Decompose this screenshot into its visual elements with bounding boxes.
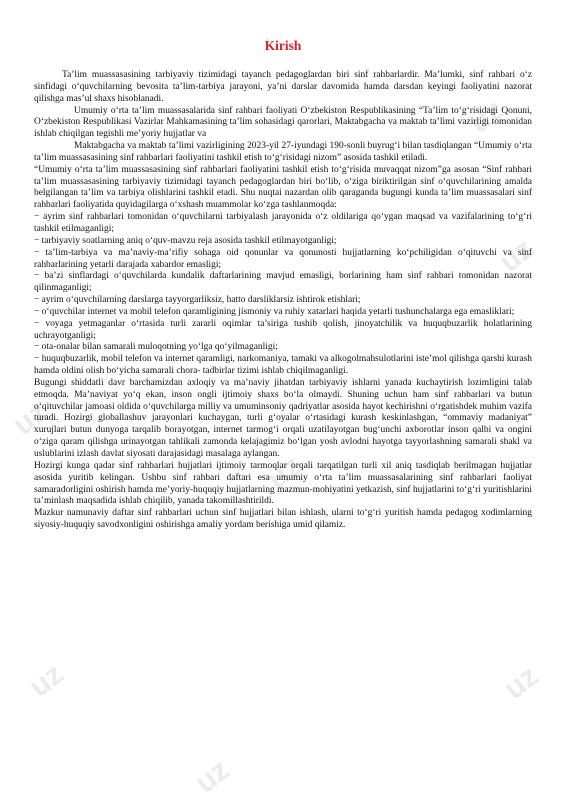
page-title: Kirish [264, 38, 302, 53]
order-paragraph: Maktabgacha va maktab ta’limi vazirligining 2023-yil 27-iyundagi 190-sonli buyrug‘i bilan tasdiqlangan “Umumiy o‘rta ta’lim muassasasining sinf rahbarlari faoliyatini tashkil etish to‘g‘risidagi nizom” asosida tashkil etiladi. [34, 141, 532, 163]
problem-list-item: − ayrim o‘quvchilarning darslarga tayyorgarliksiz, hatto darsliklarsiz ishtirok etishlari; [34, 295, 361, 306]
problem-list-item: − voyaga yetmaganlar o‘rtasida turli zararli oqimlar ta’siriga tushib qolish, jinoyatchilik va huquqbuzarlik holatlarining uchrayotganligi; [34, 318, 532, 341]
problem-list-item: − ba’zi sinflardagi o‘quvchilarda kundalik daftarlarining mavjud emasligi, borlarining ham sinf rahbari tomonidan nazorat qilinmaganligi; [34, 271, 532, 294]
closing-paragraph: Mazkur namunaviy daftar sinf rahbarlari uchun sinf hujjatlari bilan ishlash, ularni to‘g‘ri yuritish hamda pedagog xodimlarning siyosiy-huquqiy savodxonligini oshirishga amaliy yordam berishiga umid qilamiz. [34, 508, 532, 531]
problem-list-item: − huquqbuzarlik, mobil telefon va internet qaramligi, narkomaniya, tamaki va alkogolmahsulotlarini iste’mol qilishga qarshi kurash hamda oldini olish bo‘yicha samarali chora- tadbirlar tizimi ishlab chiqilmaganligi. [34, 354, 532, 377]
body-paragraph: Hozirgi kunga qadar sinf rahbarlari hujjatlari ijtimoiy tarmoqlar orqali tarqatilgan turli xil aniq tasdiqlab berilmagan hujjatlar asosida yuritib kelingan. Ushbu sinf rahbari daftari esa umumiy o‘rta ta’lim muassasalarining sinf rahbarlari faoliyat samaradorligini oshirish hamda me’yoriy-huquqiy hujjatlarning mazmun-mohiyatini yetkazish, sinf hujjatlarini to‘g‘ri yuritishlarini ta’minlash maqsadida ishlab chiqilib, yanada takomillashtirildi. [34, 460, 532, 507]
problem-list-item: − o‘quvchilar internet va mobil telefon qaramligining jismoniy va ruhiy xatarlari haqida yetarli tushunchalarga ega emasliklari; [34, 306, 515, 317]
problem-list-item: − ta’lim-tarbiya va ma’naviy-ma’rifiy sohaga oid qonunlar va qonunosti hujjatlarning ko‘pchiligidan o‘qituvchi va sinf rahbarlarining yetarli darajada xabardor emasligi; [34, 247, 532, 270]
problem-list-item: − ota-onalar bilan samarali muloqotning yo‘lga qo‘yilmaganligi; [34, 342, 278, 353]
legal-basis-paragraph: Umumiy o‘rta ta’lim muassasalarida sinf rahbari faoliyati O‘zbekiston Respublikasining “Ta’lim to‘g‘risidagi Qonuni, O‘zbekiston Respublikasi Vazirlar Mahkamasining ta’lim sohasidagi qarorlari, Maktabgacha va maktab ta’limi vazirligi tomonidan ishlab chiqilgan tegishli me’yoriy hujjatlar va [34, 105, 532, 140]
watermark-text: uz [493, 232, 540, 279]
regulation-paragraph: “Umumiy o‘rta ta’lim muassasasining sinf rahbarlari faoliyatini tashkil etish to‘g‘risida muvaqqat nizom”ga asosan “Sinf rahbari ta’lim muassasasining tarbiyaviy tizimidagi tayanch pedagoglardan biri bo‘lib, o‘ziga biriktirilgan sinf o‘quvchilarining amalda belgilangan ta’lim va tarbiya olishlarini tashkil etadi. Shu nuqtai nazardan olib qaraganda bugungi kunda ta’lim muassasalari sinf rahbarlari faoliyatida quyidagilarga o‘xshash muammolar ko‘zga tashlanmoqda: [34, 164, 532, 211]
document-page [34, 38, 532, 532]
watermark-text: uz [498, 659, 545, 706]
body-paragraph: Bugungi shiddatli davr barchamizdan axloqiy va ma’naviy jihatdan tarbiyaviy ishlarni yanada kuchaytirish lozimligini talab etmoqda. Ma’naviyat yo‘q ekan, inson ongli ijtimoiy shaxs bo‘la olmaydi. Shuning uchun ham sinf rahbarlari va butun o‘qituvchilar jamoasi oldida o‘quvchilarga milliy va umuminsoniy qadriyatlar asosida hayot kechirishni o‘rgatishdek muhim vazifa turadi. Hozirgi globallashuv jarayonlari kuchaygan, turli g‘oyalar o‘rtasidagi kurash keskinlashgan, “ommaviy madaniyat” xurujlari butun dunyoga tarqalib borayotgan, internet tarmog‘i orqali uzatilayotgan bugʻunchi axborotlar inson qalbi va ongini o‘ziga qaram qilishga urinayotgan tahlikali zamonda kelajagimiz bo‘lgan yosh avlodni hayotga tayyorlashning samarali shakl va uslublarini izlash davlat siyosati darajasidagi masalaga aylangan. [34, 377, 532, 459]
watermark-text: uz [261, 449, 308, 496]
watermark-text: uz [189, 753, 236, 800]
watermark-text: uz [23, 657, 70, 704]
intro-paragraph: Ta’lim muassasasining tarbiyaviy tizimidagi tayanch pedagoglardan biri sinf rahbarlardir. Ma’lumki, sinf rahbari o‘z sinfidagi o‘quvchilarning bevosita ta’lim-tarbiya jarayoni, ya’ni darslar davomida hamda darsdan keyingi faoliyatini nazorat qilishga mas’ul shaxs hisoblanadi. [34, 70, 532, 104]
problem-list-item: − ayrim sinf rahbarlari tomonidan o‘quvchilarni tarbiyalash jarayonida o‘z oldilariga qo‘ygan maqsad va vazifalarining to‘g‘ri tashkil etilmaganligi; [34, 212, 532, 234]
watermark-text: uz [463, 93, 510, 140]
problem-list-item: − tarbiyaviy soatlarning aniq o‘quv-mavzu reja asosida tashkil etilmayotganligi; [34, 235, 337, 246]
watermark-text: uz [7, 395, 54, 442]
